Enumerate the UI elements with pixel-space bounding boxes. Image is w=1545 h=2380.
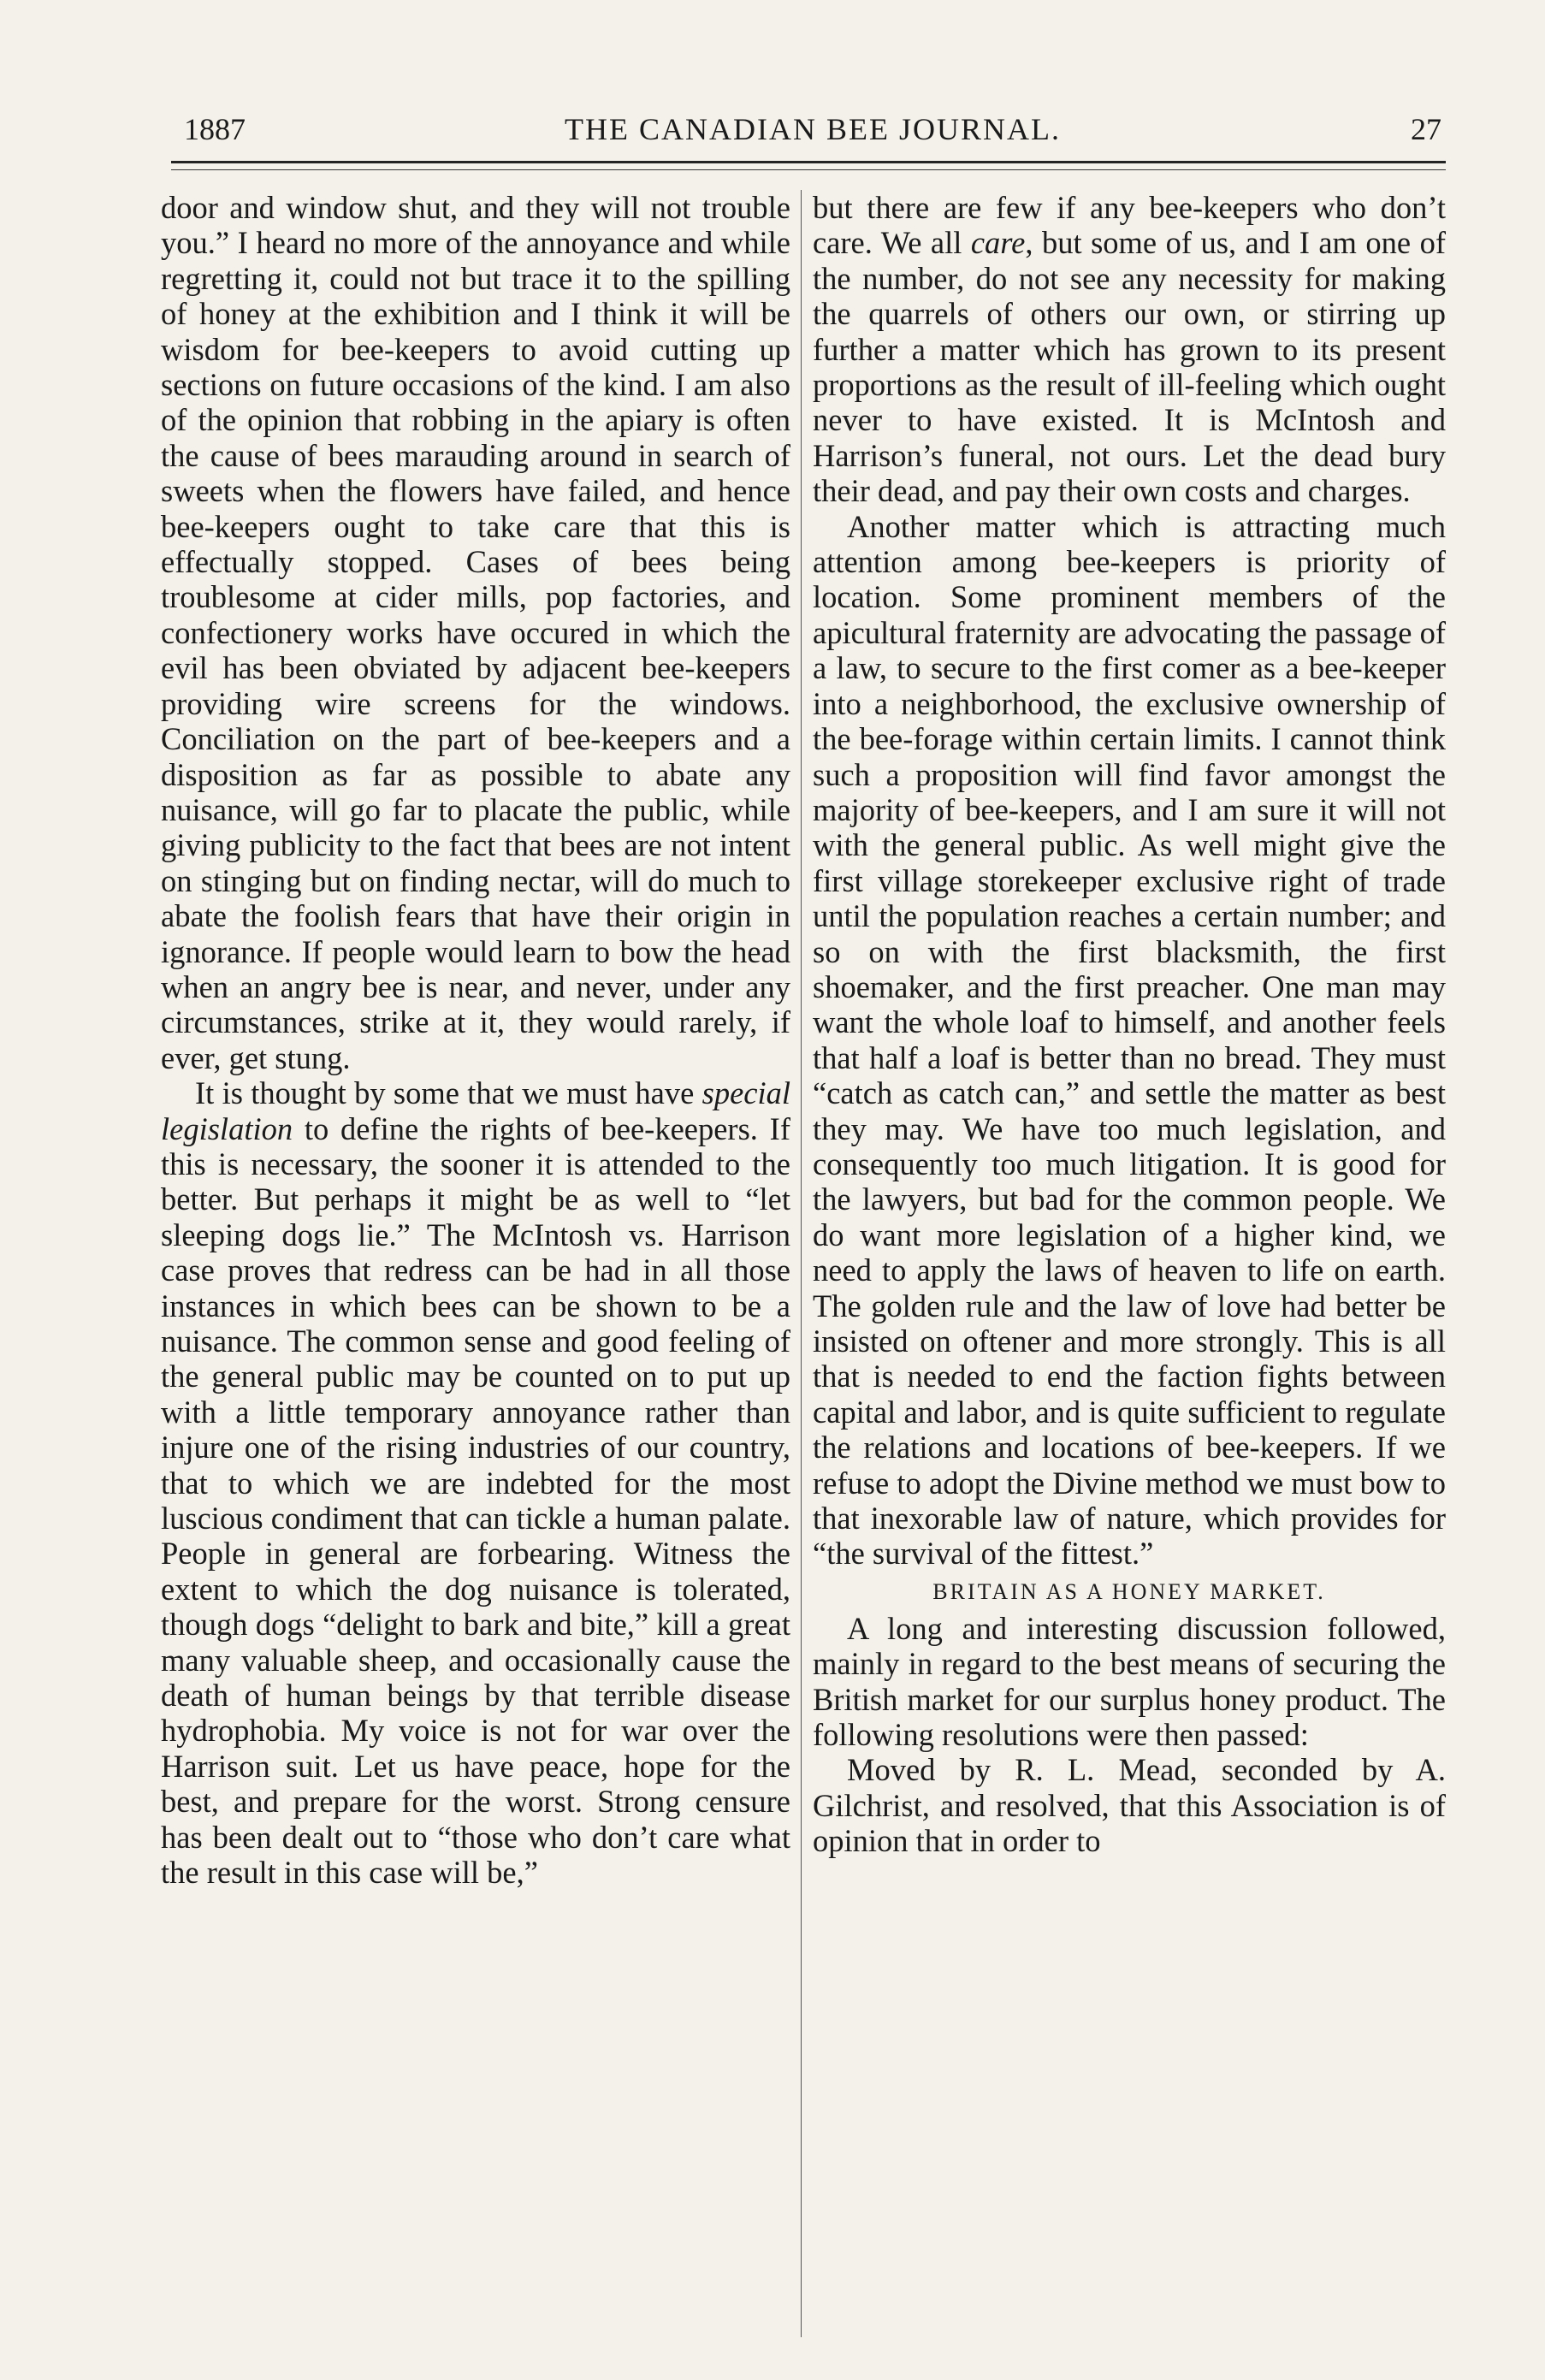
right-p1-text-b: , but some of us, and I am one of the number, do not see any necessity for making the quarrels of others our own, or stirring up further a matter which has grown to its present proportions as the result of ill-feeling which ought never to have existed. It is McIntosh and Harrison’s funeral, not ours. Let the dead bury their dead, and pay their own costs and charges. bbox=[813, 225, 1446, 509]
page-number: 27 bbox=[1411, 112, 1441, 146]
right-paragraph-4: Moved by R. L. Mead, seconded by A. Gilchrist, and resolved, that this Association is of opinion that in order to bbox=[813, 1752, 1446, 1859]
header-year: 1887 bbox=[184, 112, 246, 146]
right-p1-italic: care bbox=[970, 225, 1026, 261]
left-column bbox=[161, 190, 790, 2346]
header-rule-thin bbox=[171, 169, 1446, 170]
left-paragraph-2 bbox=[161, 1075, 790, 1890]
column-divider bbox=[801, 190, 802, 2337]
page-header bbox=[184, 111, 1441, 163]
left-p2-text-b: to define the rights of bee-keepers. If this is necessary, the sooner it is attended to the better. But perhaps it might be as well to “let sleeping dogs lie.” The McIntosh vs. Harrison case proves that redress can be had in all those instances in which bees can be shown to be a nuisance. The common sense and good feeling of the general public may be counted on to put up with a little temporary annoyance rather than injure one of the rising industries of our country, that to which we are indebted for the most luscious condiment that can tickle a human palate. People in general are forbearing. Witness the extent to which the dog nuisance is tolerated, though dogs “delight to bark and bite,” kill a great many valuable sheep, and occasionally cause the death of human beings by that terrible disease hydrophobia. My voice is not for war over the Harrison suit. Let us have peace, hope for the best, and prepare for the worst. Strong censure has been dealt out to “those who don’t care what the result in this case will be,” bbox=[161, 1110, 790, 1891]
right-column bbox=[813, 190, 1446, 2346]
journal-title: THE CANADIAN BEE JOURNAL. bbox=[565, 112, 1061, 146]
left-paragraph-1: door and window shut, and they will not trouble you.” I heard no more of the annoyance and while regretting it, could not but trace it to the spilling of honey at the exhibition and I think it will be wisdom for bee-keepers to avoid cutting up sections on future occasions of the kind. I am also of the opinion that robbing in the apiary is often the cause of bees marauding around in search of sweets when the flowers have failed, and hence bee-keepers ought to take care that this is effectually stopped. Cases of bees being troublesome at cider mills, pop factories, and confectionery works have occured in which the evil has been obviated by adjacent bee-keepers providing wire screens for the windows. Conciliation on the part of bee-keepers and a disposition as far as possible to abate any nuisance, will go far to placate the public, while giving publicity to the fact that bees are not intent on stinging but on finding nectar, will do much to abate the foolish fears that have their origin in ignorance. If people would learn to bow the head when an angry bee is near, and never, under any circumstances, strike at it, they would rarely, if ever, get stung. bbox=[161, 190, 790, 1075]
left-p2-text-a: It is thought by some that we must have bbox=[195, 1075, 702, 1111]
right-paragraph-2: Another matter which is attracting much attention among bee-keepers is priority of location. Some prominent members of the apicultural fraternity are advocating the passage of a law, to secure to the first comer as a bee-keeper into a neighborhood, the exclusive ownership of the bee-forage within certain limits. I cannot think such a proposition will find favor amongst the majority of bee-keepers, and I am sure it will not with the general public. As well might give the first village storekeeper exclusive right of trade until the population reaches a certain number; and so on with the first blacksmith, the first shoemaker, and the first preacher. One man may want the whole loaf to himself, and another feels that half a loaf is better than no bread. They must “catch as catch can,” and settle the matter as best they may. We have too much legislation, and consequently too much litigation. It is good for the lawyers, but bad for the common people. We do want more legislation of a higher kind, we need to apply the laws of heaven to life on earth. The golden rule and the law of love had better be insisted on oftener and more strongly. This is all that is needed to end the faction fights between capital and labor, and is quite sufficient to regulate the relations and locations of bee-keepers. If we refuse to adopt the Divine method we must bow to that inexorable law of nature, which provides for “the survival of the fittest.” bbox=[813, 508, 1446, 1572]
right-p1-text-a: but there are few if any bee-keepers who don’t care. We all bbox=[813, 190, 1446, 261]
header-rule-thick bbox=[171, 161, 1446, 163]
left-p2-italic: special legislation bbox=[161, 1075, 790, 1146]
right-paragraph-3: A long and interesting discussion followed, mainly in regard to the best means of securing the British market for our surplus honey product. The following resolutions were then passed: bbox=[813, 1610, 1446, 1753]
right-paragraph-1 bbox=[813, 190, 1446, 509]
section-heading: BRITAIN AS A HONEY MARKET. bbox=[932, 1578, 1326, 1604]
